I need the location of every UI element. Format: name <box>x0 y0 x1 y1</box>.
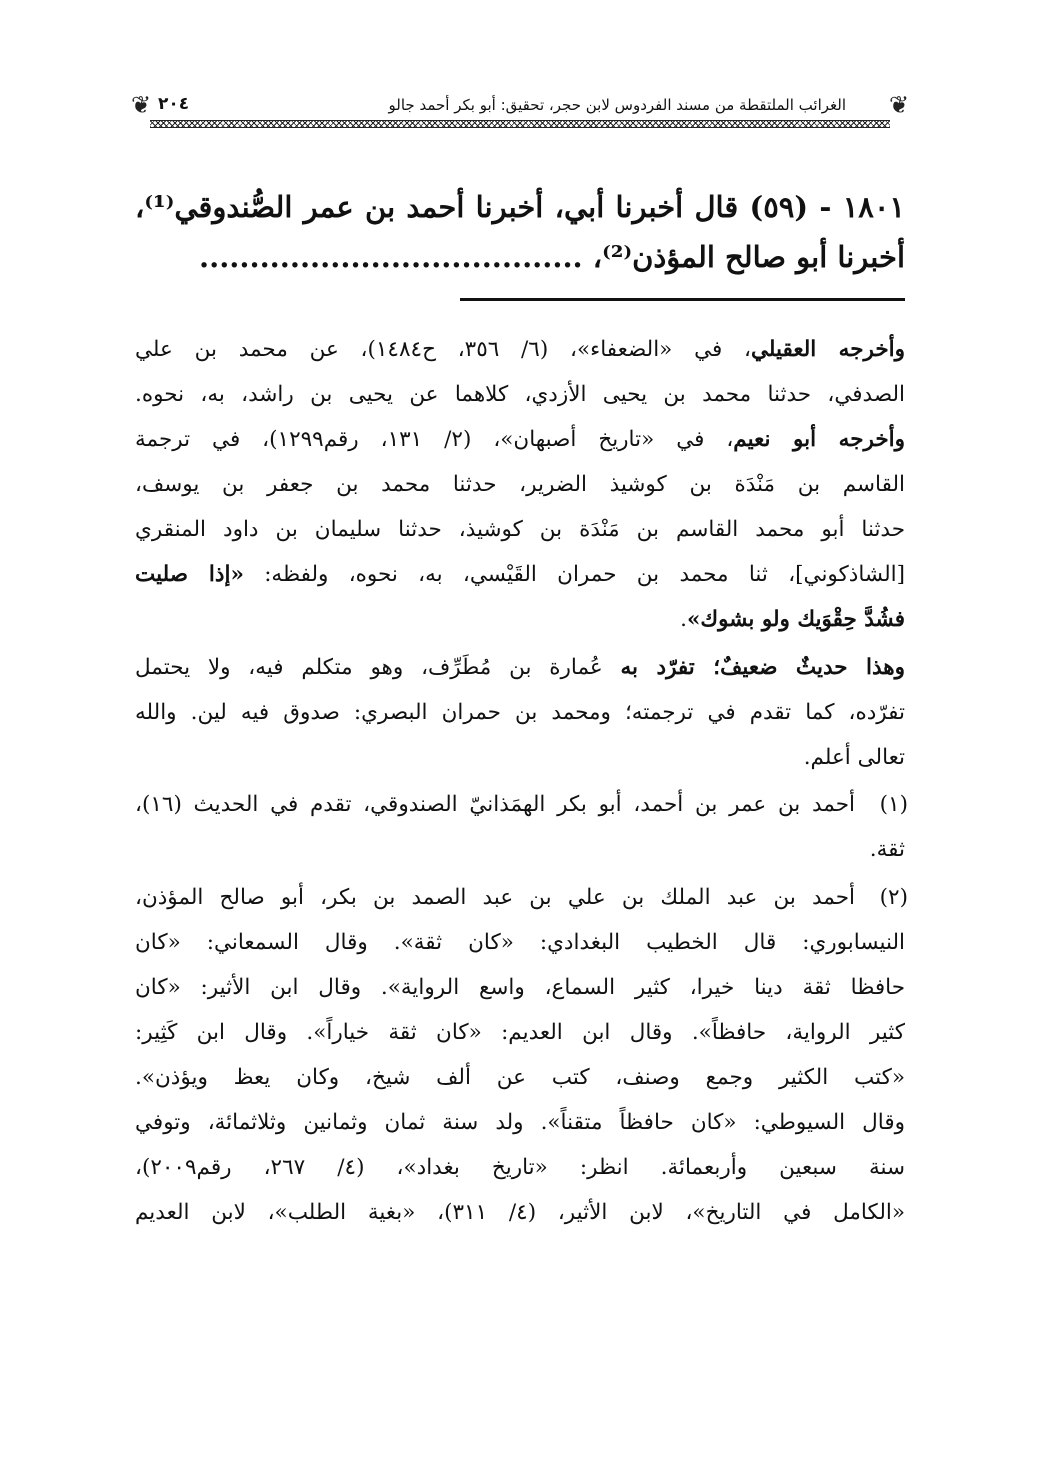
text-segment: ، في «تاريخ أصبهان»، (٢/ ١٣١، رقم١٢٩٩)، في ترجمة <box>135 427 734 452</box>
text-segment: تعالى أعلم. <box>803 745 905 770</box>
header-border <box>150 120 890 128</box>
footnote-line: «الكامل في التاريخ»، لابن الأثير، (٤/ ٣١١)، «بغية الطلب»، لابن العديم <box>135 1200 906 1225</box>
commentary-line <box>135 517 905 542</box>
commentary-line <box>135 562 905 587</box>
footnote-line: كثير الرواية، حافظاً». وقال ابن العديم: «كان ثقة خياراً». وقال ابن كَثِير: <box>135 1020 905 1045</box>
hadith-text-line: ١٨٠١ - (٥٩) قال أخبرنا أبي، أخبرنا أحمد بن عمر الصُّندوقي⁽¹⁾، <box>135 190 905 224</box>
commentary-line <box>135 607 905 632</box>
ornament-icon: ❦ <box>888 91 910 119</box>
text-segment: عُمارة بن مُطَرِّف، وهو متكلم فيه، ولا يحتمل <box>135 655 621 680</box>
bold-text: فشُدَّ حِقْوَيك ولو بشوك» <box>686 607 905 632</box>
commentary-line <box>135 655 905 680</box>
text-segment: الصدفي، حدثنا محمد بن يحيى الأزدي، كلاهما عن يحيى بن راشد، به، نحوه. <box>135 382 905 407</box>
running-header <box>128 92 912 122</box>
commentary-line <box>135 337 905 362</box>
bold-text: «إذا صليت <box>135 562 244 587</box>
commentary-line <box>135 700 905 725</box>
footnote-line: «كتب الكثير وجمع وصنف، كتب عن ألف شيخ، وكان يعظ ويؤذن». <box>135 1065 905 1090</box>
text-segment: حدثنا أبو محمد القاسم بن مَنْدَة بن كوشيذ، حدثنا سليمان بن داود المنقري <box>135 517 905 542</box>
footnote-line: أحمد بن عمر بن أحمد، أبو بكر الهمَذانيّ الصندوقي، تقدم في الحديث (١٦)، <box>135 792 855 817</box>
hadith-text-line: أخبرنا أبو صالح المؤذن⁽²⁾، ...................................... <box>199 240 905 274</box>
text-segment: تفرّده، كما تقدم في ترجمته؛ ومحمد بن حمران البصري: صدوق فيه لين. والله <box>135 700 905 725</box>
commentary-line <box>135 427 905 452</box>
commentary-line <box>135 382 905 407</box>
footnote-number: (٢) <box>879 885 908 910</box>
footnote-separator <box>460 298 905 301</box>
text-segment: القاسم بن مَنْدَة بن كوشيذ الضرير، حدثنا محمد بن جعفر بن يوسف، <box>135 472 905 497</box>
ornament-icon: ❦ <box>130 91 152 119</box>
bold-text: وأخرجه أبو نعيم <box>733 427 906 452</box>
footnote-line: أحمد بن عبد الملك بن علي بن عبد الصمد بن بكر، أبو صالح المؤذن، <box>135 885 855 910</box>
bold-text: وأخرجه العقيلي <box>750 337 905 362</box>
footnote-number: (١) <box>879 792 908 817</box>
text-segment: ، في «الضعفاء»، (٦/ ٣٥٦، ح١٤٨٤)، عن محمد بن علي <box>135 337 751 362</box>
running-title: الغرائب الملتقطة من مسند الفردوس لابن حجر، تحقيق: أبو بكر أحمد جالو <box>388 96 846 114</box>
footnote-line: وقال السيوطي: «كان حافظاً متقناً». ولد سنة ثمان وثمانين وثلاثمائة، وتوفي <box>135 1110 905 1135</box>
footnote-line: النيسابوري: قال الخطيب البغدادي: «كان ثقة». وقال السمعاني: «كان <box>135 930 905 955</box>
commentary-line <box>135 745 905 770</box>
footnote-line: حافظا ثقة دينا خيرا، كثير السماع، واسع الرواية». وقال ابن الأثير: «كان <box>135 975 905 1000</box>
text-segment: [الشاذكوني]، ثنا محمد بن حمران القَيْسي، به، نحوه، ولفظه: <box>243 562 905 587</box>
bold-text: وهذا حديثٌ ضعيفٌ؛ تفرّد به <box>620 655 906 680</box>
commentary-line <box>135 472 905 497</box>
page-number: ٢٠٤ <box>158 94 190 114</box>
text-segment: . <box>680 607 687 632</box>
footnote-line: ثقة. <box>869 837 905 862</box>
footnote-line: سنة سبعين وأربعمائة. انظر: «تاريخ بغداد»، (٤/ ٢٦٧، رقم٢٠٠٩)، <box>135 1155 905 1180</box>
